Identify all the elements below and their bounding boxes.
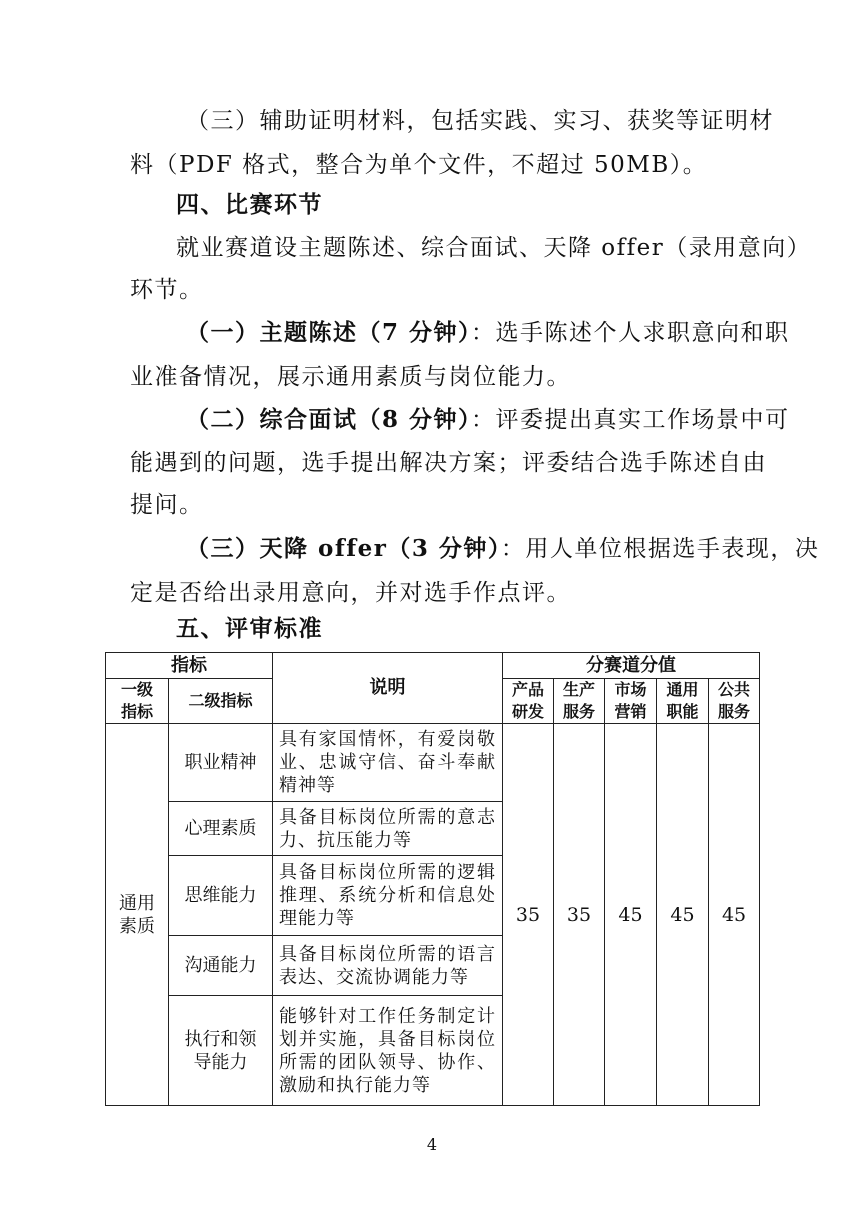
text-rest: ：评委提出真实工作场景中可	[471, 407, 790, 433]
subindicator-description: 具有家国情怀，有爱岗敬业、忠诚守信、奋斗奉献精神等	[273, 724, 503, 802]
category-text: 素质	[119, 915, 155, 937]
text-rest: ：选手陈述个人求职意向和职	[471, 320, 790, 346]
header-track-public-service	[709, 679, 760, 724]
text-line: 定是否给出录用意向，并对选手作点评。	[130, 580, 571, 606]
header-text: 一级	[120, 680, 153, 699]
subindicator-name: 沟通能力	[169, 936, 273, 996]
score-product-rd: 35	[503, 724, 554, 1106]
header-track-scores: 分赛道分值	[503, 653, 760, 679]
subindicator-name: 心理素质	[169, 802, 273, 856]
section-heading-competition: 四、比赛环节	[176, 191, 323, 218]
header-text: 指标	[120, 702, 153, 721]
score-public-service: 45	[709, 724, 760, 1106]
subindicator-description: 具备目标岗位所需的逻辑推理、系统分析和信息处理能力等	[273, 856, 503, 936]
text-line: 就业赛道设主题陈述、综合面试、天降 offer（录用意向）	[176, 235, 812, 261]
text-rest: ：用人单位根据选手表现，决	[500, 536, 820, 562]
category-general-quality	[106, 724, 169, 1106]
subindicator-description: 具备目标岗位所需的语言表达、交流协调能力等	[273, 936, 503, 996]
header-track-production-service	[554, 679, 605, 724]
header-track-general-functions	[657, 679, 709, 724]
text-line	[186, 405, 790, 435]
header-level2: 二级指标	[169, 679, 273, 724]
bold-lead: （二）综合面试（8 分钟）	[186, 406, 472, 433]
text-line	[186, 534, 819, 564]
text-line: 能遇到的问题，选手提出解决方案；评委结合选手陈述自由	[130, 450, 767, 476]
subindicator-description: 能够针对工作任务制定计划并实施，具备目标岗位所需的团队领导、协作、激励和执行能力等	[273, 996, 503, 1106]
subindicator-name-line: 执行和领	[184, 1028, 257, 1050]
header-text: 营销	[614, 702, 647, 721]
header-description: 说明	[273, 653, 503, 724]
score-marketing: 45	[605, 724, 657, 1106]
header-text: 服务	[718, 702, 751, 721]
category-text: 通用	[119, 892, 155, 914]
subindicator-name	[169, 996, 273, 1106]
text-line: 料（PDF 格式，整合为单个文件，不超过 50MB）。	[130, 152, 708, 178]
criteria-table	[105, 652, 760, 1106]
bold-lead: （三）天降 offer（3 分钟）	[186, 535, 501, 562]
score-general-functions: 45	[657, 724, 709, 1106]
score-production-service: 35	[554, 724, 605, 1106]
header-text: 生产	[562, 680, 595, 699]
header-text: 公共	[718, 680, 751, 699]
header-track-product-rd	[503, 679, 554, 724]
text-line: 业准备情况，展示通用素质与岗位能力。	[130, 364, 571, 390]
header-level1	[106, 679, 169, 724]
header-text: 产品	[511, 680, 544, 699]
subindicator-description: 具备目标岗位所需的意志力、抗压能力等	[273, 802, 503, 856]
text-line	[186, 318, 790, 348]
bold-lead: （一）主题陈述（7 分钟）	[186, 319, 472, 346]
text-line: （三）辅助证明材料，包括实践、实习、获奖等证明材	[186, 108, 774, 134]
header-text: 服务	[562, 702, 595, 721]
text-line: 提问。	[130, 492, 204, 518]
section-heading-criteria: 五、评审标准	[176, 615, 323, 642]
header-text: 通用	[666, 680, 699, 699]
header-text: 研发	[511, 702, 544, 721]
subindicator-name: 职业精神	[169, 724, 273, 802]
page-number: 4	[426, 1135, 438, 1154]
header-indicator: 指标	[106, 653, 273, 679]
header-text: 市场	[614, 680, 647, 699]
text-line: 环节。	[130, 277, 204, 303]
subindicator-name-line: 导能力	[193, 1051, 248, 1073]
subindicator-name: 思维能力	[169, 856, 273, 936]
table-row	[106, 724, 760, 802]
header-track-marketing	[605, 679, 657, 724]
header-text: 职能	[666, 702, 699, 721]
